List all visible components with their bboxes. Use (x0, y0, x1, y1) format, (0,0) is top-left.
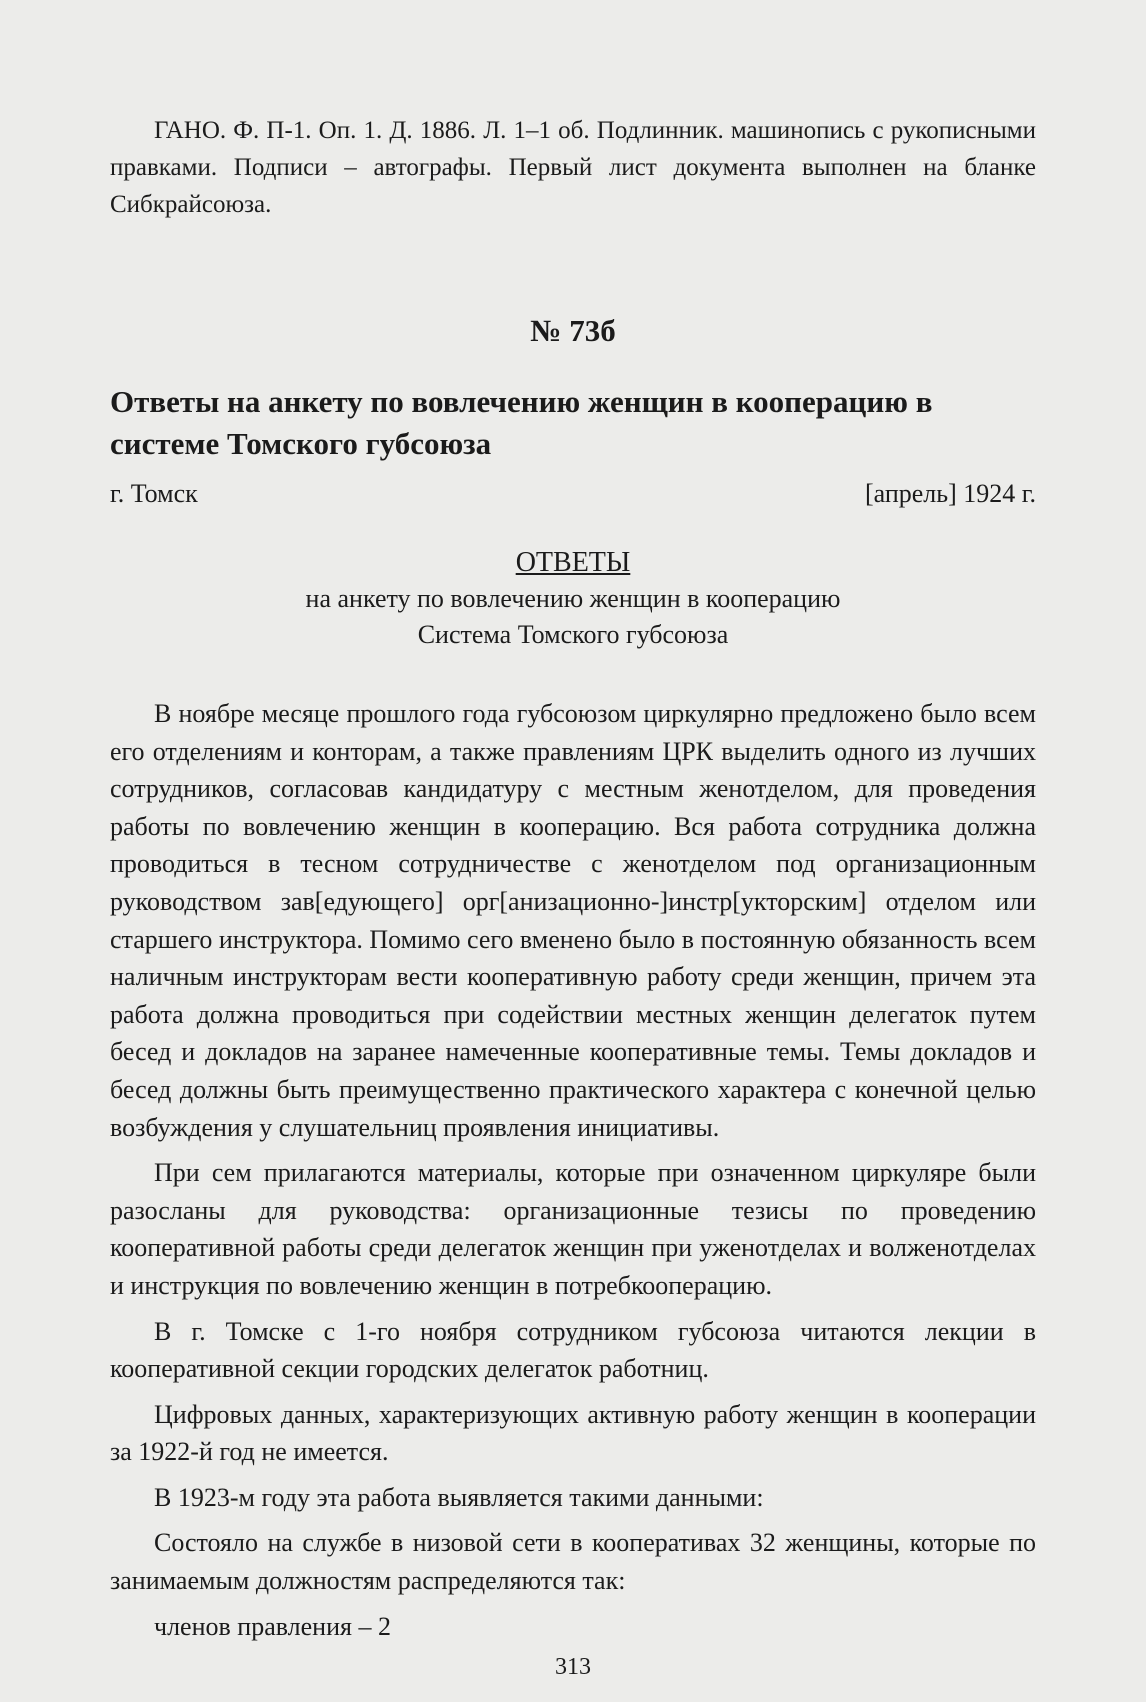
page-content (110, 112, 1036, 1653)
archive-source-note: ГАНО. Ф. П-1. Оп. 1. Д. 1886. Л. 1–1 об. Подлинник. машинопись с рукописными правками. Подписи – автографы. Первый лист документа выполнен на бланке Сибкрайсоюза. (110, 117, 1036, 218)
paragraph: При сем прилагаются материалы, которые при означенном циркуляре были разосланы для руководства: организационные тезисы по проведению кооперативной работы среди делегаток женщин при уженотделах и волженотделах и инструкция по вовлечению женщин в потребкооперацию. (110, 1158, 1036, 1300)
document-title: Ответы на анкету по вовлечению женщин в кооперацию в системе Томского губсоюза (110, 384, 933, 461)
body-text (110, 695, 1036, 1645)
document-number: № 73б (530, 313, 616, 348)
answers-subheading-line1: на анкету по вовлечению женщин в кооперацию (305, 584, 841, 613)
answers-subheading-line2: Система Томского губсоюза (417, 620, 729, 649)
paragraph: В г. Томске с 1-го ноября сотрудником губсоюза читаются лекции в кооперативной секции городских делегаток работниц. (110, 1316, 1036, 1384)
paragraph: Цифровых данных, характеризующих активную работу женщин в кооперации за 1922-й год не имеется. (110, 1399, 1036, 1467)
answers-heading: ОТВЕТЫ (515, 547, 631, 578)
paragraph: В 1923-м году эта работа выявляется такими данными: (154, 1482, 764, 1512)
place-date-line (110, 477, 1036, 511)
paragraph: В ноябре месяце прошлого года губсоюзом циркулярно предложено было всем его отделениям и конторам, а также правлениям ЦРК выделить одного из лучших сотрудников, согласовав кандидатуру с местным женотделом, для проведения работы по вовлечению женщин в кооперацию. Вся работа сотрудника должна проводиться в тесном сотрудничестве с женотделом под организационным руководством зав[едующего] орг[анизационно-]инстр[укторским] отделом или старшего инструктора. Помимо сего вменено было в постоянную обязанность всем наличным инструкторам вести кооперативную работу среди женщин, причем эта работа должна проводиться при содействии местных женщин делегаток путем бесед и докладов на заранее намеченные кооперативные темы. Темы докладов и бесед должны быть преимущественно практического характера с конечной целью возбуждения у слушательниц проявления инициативы. (110, 699, 1036, 1142)
list-item: членов правления – 2 (154, 1611, 391, 1641)
page-number: 313 (555, 1654, 591, 1680)
document-date: [апрель] 1924 г. (864, 479, 1036, 508)
document-place: г. Томск (110, 479, 198, 508)
paragraph: Состояло на службе в низовой сети в кооперативах 32 женщины, которые по занимаемым должностям распределяются так: (110, 1528, 1036, 1596)
